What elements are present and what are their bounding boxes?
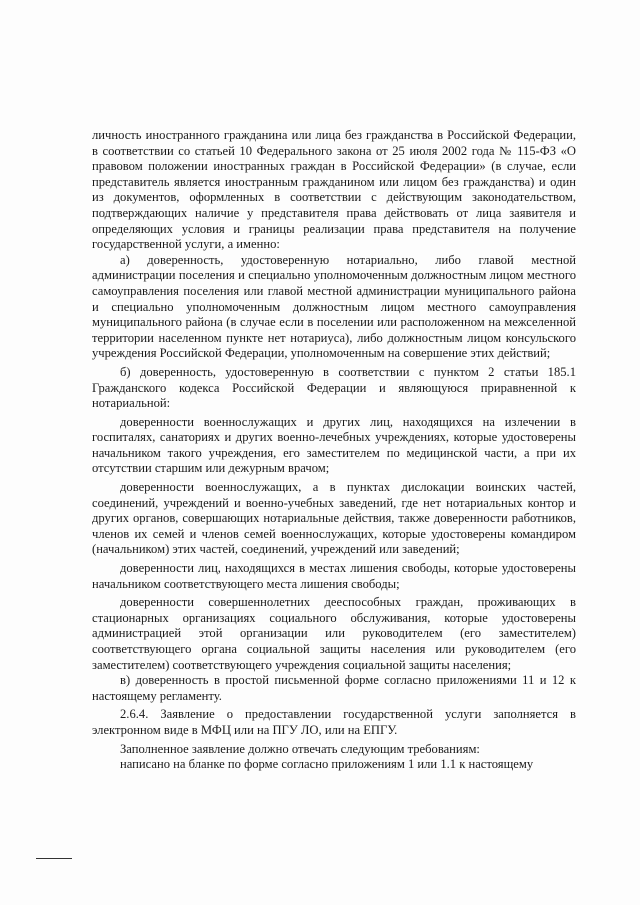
- paragraph-2-6-4: 2.6.4. Заявление о предоставлении государственной услуги заполняется в электронном виде в МФЦ или на ПГУ ЛО, или на ЕПГУ.: [92, 707, 576, 737]
- paragraph-b: б) доверенность, удостоверенную в соответствии с пунктом 2 статьи 185.1 Гражданского кодекса Российской Федерации и являющуюся приравненной к нотариальной:: [92, 364, 576, 411]
- paragraph-hospital-powers: доверенности военнослужащих и других лиц, находящихся на излечении в госпиталях, санаториях и других военно-лечебных учреждениях, которые удостоверены начальником такого учреждения, его заместителем по медицинской части, а при их отсутствии старшим или дежурным врачом;: [92, 414, 576, 476]
- paragraph-military-powers: доверенности военнослужащих, а в пунктах дислокации воинских частей, соединений, учреждений и военно-учебных заведений, где нет нотариальных контор и других органов, совершающих нотариальные действия, также доверенности работников, членов их семей и членов семей военнослужащих, которые удостоверены командиром (начальником) этих частей, соединений, учреждений или заведений;: [92, 480, 576, 557]
- paragraph-social-care-powers: доверенности совершеннолетних дееспособных граждан, проживающих в стационарных организациях социального обслуживания, которые удостоверены администрацией этой организации или руководителем (его заместителем) соответствующего органа социальной защиты населения или руководителем (его заместителем) соответствующего учреждения социальной защиты населения;: [92, 595, 576, 672]
- document-body: [92, 128, 576, 773]
- footnote-divider: [36, 858, 72, 859]
- paragraph-a: а) доверенность, удостоверенную нотариально, либо главой местной администрации поселения и специально уполномоченным должностным лицом местного самоуправления поселения или главой местной администрации муниципального района и специально уполномоченным должностным лицом местного самоуправления муниципального района (в случае если в поселении или расположенном на межселенной территории населенном пункте нет нотариуса), либо должностным лицом консульского учреждения Российской Федерации, уполномоченным на совершение этих действий;: [92, 252, 576, 361]
- paragraph-prison-powers: доверенности лиц, находящихся в местах лишения свободы, которые удостоверены начальником соответствующего места лишения свободы;: [92, 561, 576, 591]
- paragraph-1: личность иностранного гражданина или лица без гражданства в Российской Федерации, в соответствии со статьей 10 Федерального закона от 25 июля 2002 года № 115-ФЗ «О правовом положении иностранных граждан в Российской Федерации» (в случае, если представитель является иностранным гражданином или лицом без гражданства) и один из документов, оформленных в соответствии с действующим законодательством, подтверждающих наличие у представителя права действовать от лица заявителя и определяющих условия и границы реализации права представителя на получение государственной услуги, а именно:: [92, 128, 576, 252]
- paragraph-v: в) доверенность в простой письменной форме согласно приложениями 11 и 12 к настоящему регламенту.: [92, 673, 576, 703]
- paragraph-requirements: Заполненное заявление должно отвечать следующим требованиям:: [120, 741, 480, 756]
- paragraph-form: написано на бланке по форме согласно приложениям 1 или 1.1 к настоящему: [120, 757, 534, 772]
